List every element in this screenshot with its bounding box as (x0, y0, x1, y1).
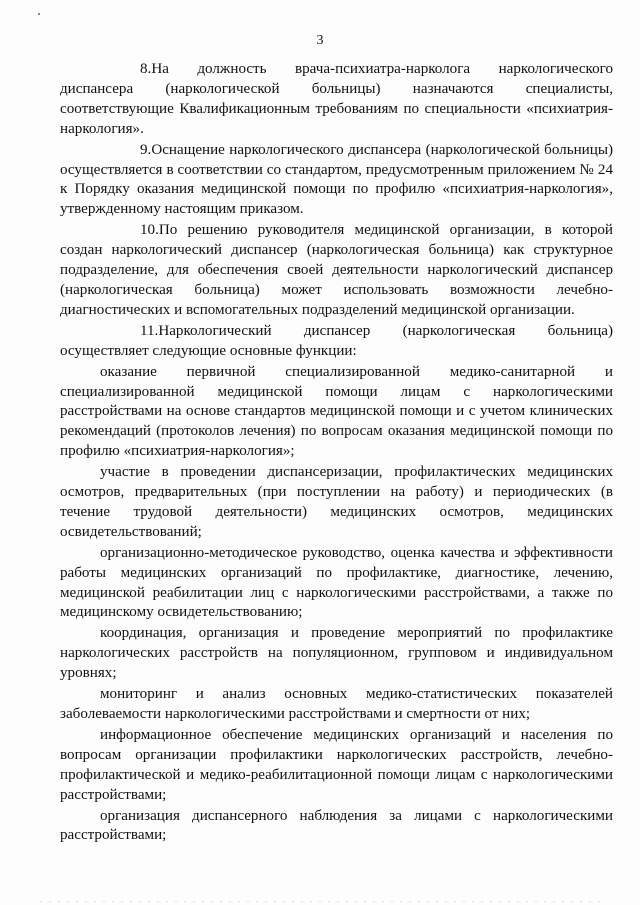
paragraph-text: По решению руководителя медицинской организации, в которой создан наркологический диспансер (наркологическая больница) как структурное подразделение, для обеспечения своей деятельности наркологический диспансер (наркологическая больница) может использовать возможности лечебно-диагностических и вспомогательных подразделений медицинской организации. (60, 222, 613, 318)
scan-edge-noise (40, 901, 600, 902)
paragraph-number: 9. (140, 141, 152, 158)
paragraph-text: Наркологический диспансер (наркологическая больница) осуществляет следующие основные функции: (60, 322, 613, 359)
paragraph-text: На должность врача-психиатра-нарколога наркологического диспансера (наркологической больницы) назначаются специалисты, соответствующие Квалификационным требованиям по специальности «психиатрия-наркология». (60, 61, 613, 137)
paragraph-text: Оснащение наркологического диспансера (наркологической больницы) осуществляется в соответствии со стандартом, предусмотренным приложением № 24 к Порядку оказания медицинской помощи по профилю «психиатрия-наркология», утвержденному настоящим приказом. (60, 141, 613, 218)
function-item: информационное обеспечение медицинских организаций и населения по вопросам организации профилактики наркологических расстройств, лечебно-профилактической и медико-реабилитационной помощи лицам с наркологическими расстройствами; (60, 726, 613, 803)
function-item: организация диспансерного наблюдения за лицами с наркологическими расстройствами; (60, 807, 613, 844)
paragraph-9 (60, 141, 613, 221)
paragraph-number: 11. (140, 322, 159, 339)
paragraph-11 (60, 322, 613, 362)
function-item: оказание первичной специализированной медико-санитарной и специализированной медицинской помощи лицам с наркологическими расстройствами на основе стандартов медицинской помощи и с учетом клинических рекомендаций (протоколов лечения) по вопросам оказания медицинской помощи по профилю «психиатрия-наркология»; (60, 363, 613, 460)
paragraph-number: 8. (140, 61, 152, 77)
function-item: участие в проведении диспансеризации, профилактических медицинских осмотров, предварительных (при поступлении на работу) и периодических (в течение трудовой деятельности) медицинских осмотров, медицинских освидетельствований; (60, 464, 613, 540)
document-body (60, 60, 613, 847)
function-item: организационно-методическое руководство, оценка качества и эффективности работы медицинских организаций по профилактике, диагностике, лечению, медицинской реабилитации лиц с наркологическими расстройствами, а также по медицинскому освидетельствованию; (60, 544, 613, 621)
scan-speck (38, 13, 40, 15)
paragraph-number: 10. (140, 222, 159, 239)
function-item: координация, организация и проведение мероприятий по профилактике наркологических расстройств на популяционном, групповом и индивидуальном уровнях; (60, 625, 613, 682)
function-item: мониторинг и анализ основных медико-статистических показателей заболеваемости наркологическими расстройствами и смертности от них; (60, 686, 613, 722)
paragraph-10 (60, 221, 613, 321)
paragraph-8 (60, 60, 613, 140)
page-number: 3 (316, 33, 324, 48)
